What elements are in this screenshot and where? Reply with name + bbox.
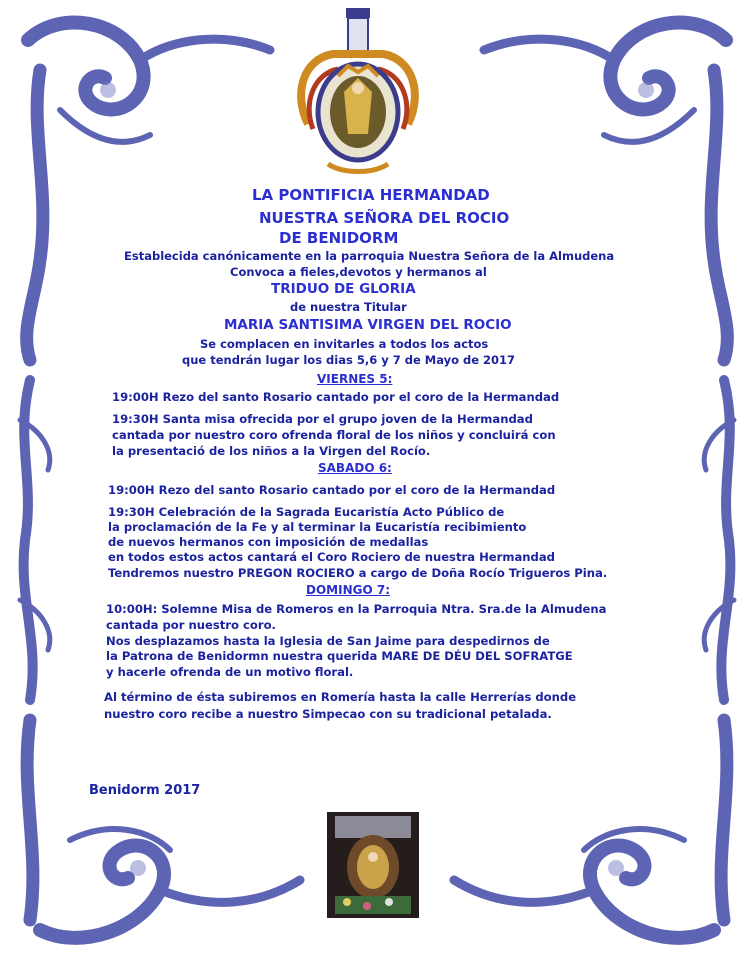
sabado-line-5: en todos estos actos cantará el Coro Rociero de nuestra Hermandad [108, 550, 555, 564]
viernes-line-2: 19:30H Santa misa ofrecida por el grupo joven de la Hermandad [112, 412, 533, 426]
header-line-4: Establecida canónicamente en la parroquia Nuestra Señora de la Almudena [124, 249, 615, 263]
viernes-heading: VIERNES 5: [317, 372, 393, 386]
viernes-line-4: la presentació de los niños a la Virgen del Rocío. [112, 444, 431, 458]
sabado-line-1: 19:00H Rezo del santo Rosario cantado por el coro de la Hermandad [108, 483, 556, 497]
viernes-line-1: 19:00H Rezo del santo Rosario cantado por el coro de la Hermandad [112, 390, 560, 404]
title-line-3: DE BENIDORM [279, 229, 399, 247]
header-line-10: que tendrán lugar los dias 5,6 y 7 de Mayo de 2017 [182, 353, 516, 367]
domingo-line-3: Nos desplazamos hasta la Iglesia de San Jaime para despedirnos de [106, 634, 550, 648]
footer-place-year: Benidorm 2017 [89, 783, 201, 798]
domingo-line-6: Al término de ésta subiremos en Romería hasta la calle Herrerías donde [104, 690, 577, 704]
sabado-heading: SABADO 6: [318, 461, 392, 475]
domingo-line-1: 10:00H: Solemne Misa de Romeros en la Parroquia Ntra. Sra.de la Almudena [106, 602, 607, 616]
sabado-line-4: de nuevos hermanos con imposición de medallas [108, 535, 429, 549]
domingo-line-5: y hacerle ofrenda de un motivo floral. [106, 665, 354, 679]
header-line-9: Se complacen en invitarles a todos los actos [200, 337, 489, 351]
sabado-line-6: Tendremos nuestro PREGON ROCIERO a cargo de Doña Rocío Trigueros Pina. [108, 566, 608, 580]
header-line-5: Convoca a fieles,devotos y hermanos al [230, 265, 487, 279]
hermandad-crest [288, 4, 428, 180]
domingo-line-2: cantada por nuestro coro. [106, 618, 276, 632]
virgin-photo [327, 812, 419, 918]
sabado-line-3: la proclamación de la Fe y al terminar la Eucaristía recibimiento [108, 520, 527, 534]
domingo-heading: DOMINGO 7: [306, 583, 390, 597]
domingo-line-7: nuestro coro recibe a nuestro Simpecao con su tradicional petalada. [104, 707, 552, 721]
header-line-7: de nuestra Titular [290, 300, 407, 314]
domingo-line-4: la Patrona de Benidormn nuestra querida MARE DE DÉU DEL SOFRATGE [106, 649, 573, 663]
triduo-title: TRIDUO DE GLORIA [271, 281, 416, 297]
title-line-2: NUESTRA SEÑORA DEL ROCIO [259, 209, 510, 227]
viernes-line-3: cantada por nuestro coro ofrenda floral de los niños y concluirá con [112, 428, 556, 442]
virgin-name: MARIA SANTISIMA VIRGEN DEL ROCIO [224, 317, 512, 333]
title-line-1: LA PONTIFICIA HERMANDAD [252, 186, 490, 204]
sabado-line-2: 19:30H Celebración de la Sagrada Eucaristía Acto Público de [108, 505, 505, 519]
